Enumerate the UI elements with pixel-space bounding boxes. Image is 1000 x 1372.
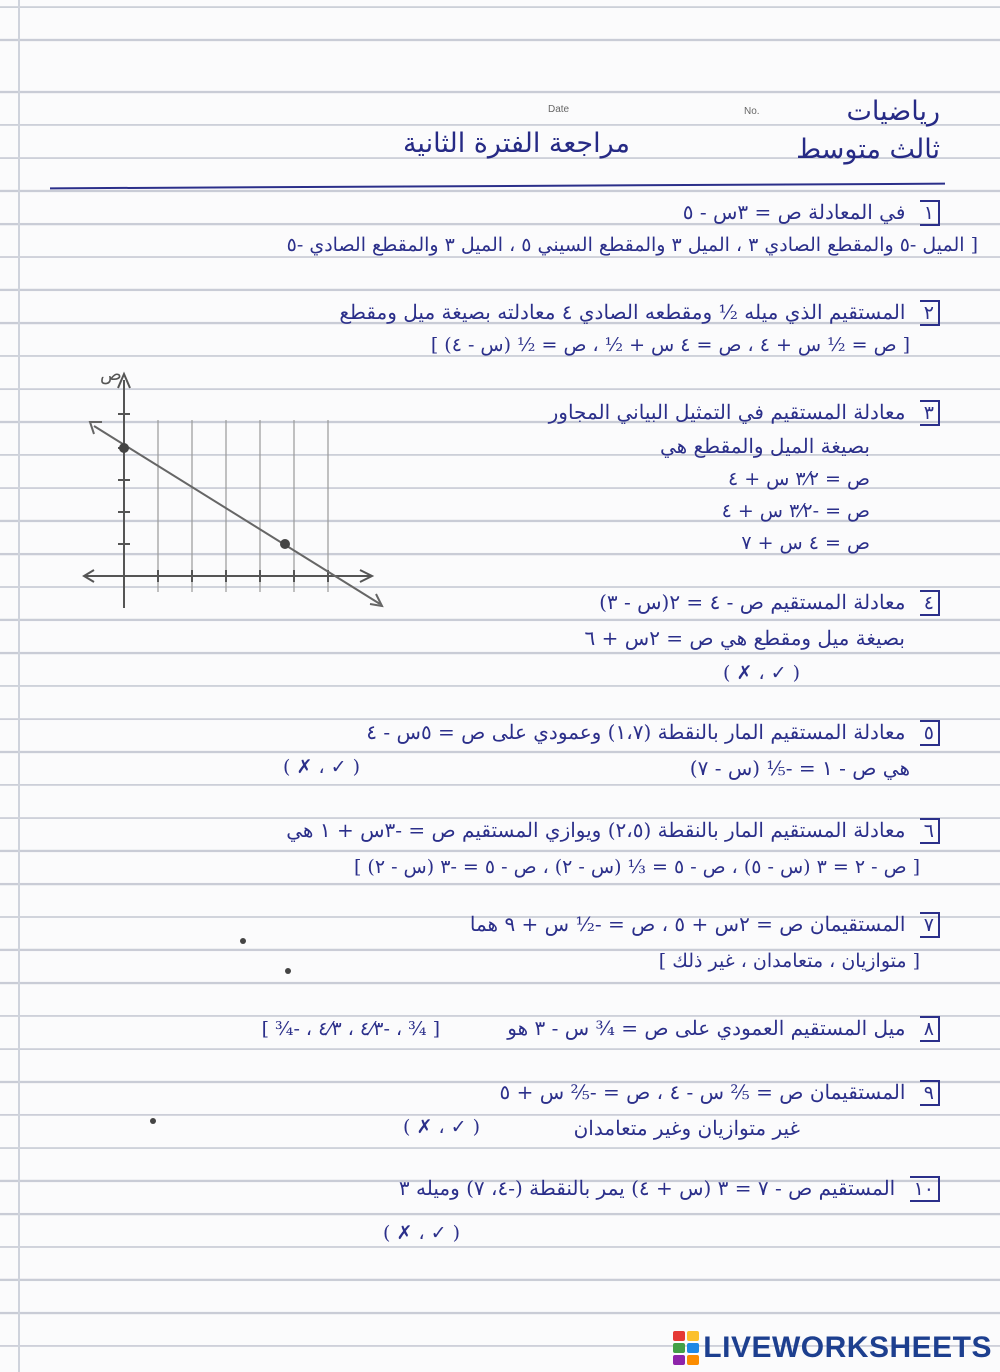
question-9: [499, 1080, 940, 1106]
page-title: مراجعة الفترة الثانية: [402, 128, 630, 159]
question-5-text: معادلة المستقيم المار بالنقطة (١،٧) وعمودي على ص = ٥س - ٤: [366, 720, 906, 744]
question-9-choices[interactable]: ( ✓ ، ✗ ): [403, 1116, 480, 1138]
question-5-number: ٥: [920, 720, 940, 746]
question-7-text: المستقيمان ص = ٢س + ٥ ، ص = -½ س + ٩ هما: [469, 912, 906, 936]
question-9-number: ٩: [920, 1080, 940, 1106]
question-6-text: معادلة المستقيم المار بالنقطة (٢،٥) ويوازي المستقيم ص = -٣س + ١ هي: [286, 818, 906, 842]
logo-tile: [687, 1355, 699, 1365]
graph-point-y-intercept: [119, 443, 129, 453]
question-2-number: ٢: [920, 300, 940, 326]
liveworksheets-footer: [673, 1330, 992, 1366]
ink-dot: [150, 1118, 156, 1124]
liveworksheets-logo-icon: [673, 1331, 699, 1365]
ink-dot: [285, 968, 291, 974]
date-label: Date: [548, 104, 570, 115]
question-3-option-1[interactable]: ص = ٣⁄٢ س + ٤: [727, 468, 870, 490]
question-8-choices: [ ¾ ، -٤⁄٣ ، ٤⁄٣ ، -¾ ]: [261, 1018, 440, 1040]
question-2-choices: [ ص = ½ س + ٤ ، ص = ٤ س + ½ ، ص = ½ (س - ٤) ]: [430, 334, 910, 356]
question-9-line2: غير متوازيان وغير متعامدان: [573, 1116, 800, 1140]
y-axis-label: ص: [100, 364, 122, 385]
logo-tile: [687, 1331, 699, 1341]
subject-title: رياضيات: [846, 96, 940, 127]
question-10: [399, 1176, 940, 1202]
question-6-choices: [ ص - ٢ = ٣ (س - ٥) ، ص - ٥ = ⅓ (س - ٢) ، ص - ٥ = -٣ (س - ٢) ]: [353, 856, 920, 878]
question-3-number: ٣: [920, 400, 940, 426]
question-6: [286, 818, 940, 844]
question-3-line2: بصيغة الميل والمقطع هي: [659, 434, 870, 458]
question-10-choices[interactable]: ( ✓ ، ✗ ): [383, 1222, 460, 1244]
line-graph: [80, 360, 390, 620]
question-7-number: ٧: [920, 912, 940, 938]
question-1-choices: [ الميل -٥ والمقطع الصادي ٣ ، الميل ٣ والمقطع السيني ٥ ، الميل ٣ والمقطع الصادي -٥: [286, 234, 978, 256]
question-6-number: ٦: [920, 818, 940, 844]
question-4-line2: بصيغة ميل ومقطع هي ص = ٢س + ٦: [584, 626, 905, 650]
logo-tile: [673, 1343, 685, 1353]
question-10-number: ١٠: [910, 1176, 940, 1202]
graph-grid: [158, 420, 328, 592]
liveworksheets-brand: LIVEWORKSHEETS: [703, 1331, 992, 1364]
question-3-option-2[interactable]: ص = -٣⁄٢ س + ٤: [721, 500, 870, 522]
question-5: [366, 720, 940, 746]
question-4: [599, 590, 940, 616]
graph-point-second: [280, 539, 290, 549]
question-1: [683, 200, 940, 226]
logo-tile: [687, 1343, 699, 1353]
question-8-text: ميل المستقيم العمودي على ص = ¾ س - ٣ هو: [507, 1016, 906, 1040]
question-2: [339, 300, 940, 326]
question-8: [507, 1016, 940, 1042]
question-3: [549, 400, 940, 426]
logo-tile: [673, 1331, 685, 1341]
logo-tile: [673, 1355, 685, 1365]
ink-dot: [240, 938, 246, 944]
question-5-choices[interactable]: ( ✓ ، ✗ ): [283, 756, 360, 778]
grade-title: ثالث متوسط: [796, 134, 940, 165]
graph-line: [94, 426, 380, 604]
question-4-choices[interactable]: ( ✓ ، ✗ ): [723, 662, 800, 684]
question-1-text: في المعادلة ص = ٣س - ٥: [682, 200, 906, 224]
question-9-text: المستقيمان ص = ⅖ س - ٤ ، ص = -⅖ س + ٥: [499, 1080, 906, 1104]
question-1-number: ١: [920, 200, 940, 226]
question-2-text: المستقيم الذي ميله ½ ومقطعه الصادي ٤ معادلته بصيغة ميل ومقطع: [339, 300, 906, 324]
question-3-option-3[interactable]: ص = ٤ س + ٧: [741, 532, 870, 554]
question-4-number: ٤: [920, 590, 940, 616]
question-5-line2: هي ص - ١ = -⅕ (س - ٧): [689, 756, 910, 780]
question-10-text: المستقيم ص - ٧ = ٣ (س + ٤) يمر بالنقطة (-٤، ٧) وميله ٣: [398, 1176, 896, 1200]
title-underline: [50, 183, 945, 190]
question-4-text: معادلة المستقيم ص - ٤ = ٢(س - ٣): [599, 590, 906, 614]
no-label: No.: [744, 106, 760, 117]
left-margin-line: [18, 0, 20, 1372]
question-7: [470, 912, 940, 938]
question-3-text: معادلة المستقيم في التمثيل البياني المجاور: [548, 400, 906, 424]
question-8-number: ٨: [920, 1016, 940, 1042]
question-7-choices: [ متوازيان ، متعامدان ، غير ذلك ]: [658, 950, 920, 972]
